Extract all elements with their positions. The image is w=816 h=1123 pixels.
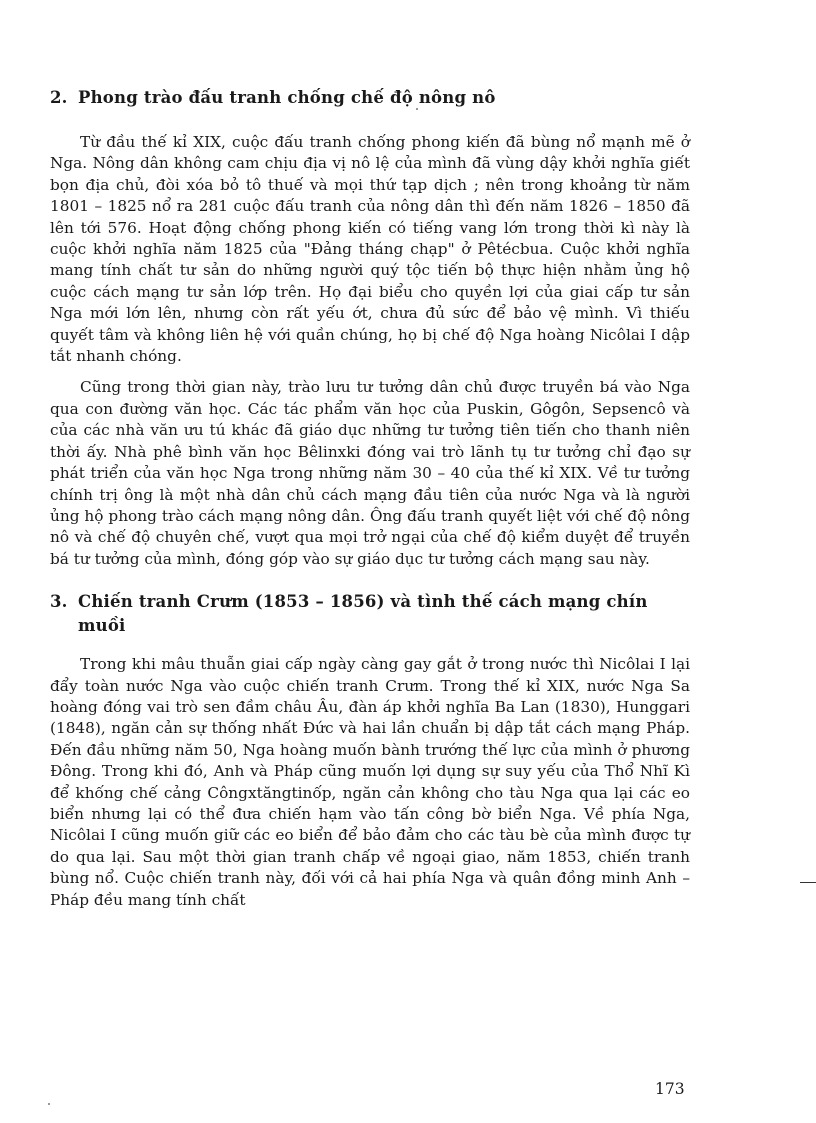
paragraph: Từ đầu thế kỉ XIX, cuộc đấu tranh chống phong kiến đã bùng nổ mạnh mẽ ở Nga. Nông dân không cam chịu địa vị nô lệ của mình đã vùng dậy khởi nghĩa giết bọn địa chủ, đòi xóa bỏ tô thuế và mọi thứ tạp dịch ; nên trong khoảng từ năm 1801 – 1825 nổ ra 281 cuộc đấu tranh của nông dân thì đến năm 1826 – 1850 đã lên tới 576. Hoạt động chống phong kiến có tiếng vang lớn trong thời kì này là cuộc khởi nghĩa năm 1825 của "Đảng tháng chạp" ở Pêtécbua. Cuộc khởi nghĩa mang tính chất tư sản do những người quý tộc tiến bộ thực hiện nhằm ủng hộ cuộc cách mạng tư sản lớp trên. Họ đại biểu cho quyền lợi của giai cấp tư sản Nga mới lớn lên, nhưng còn rất yếu ớt, chưa đủ sức để bảo vệ mình. Vì thiếu quyết tâm và không liên hệ với quần chúng, họ bị chế độ Nga hoàng Nicôlai I dập tắt nhanh chóng. [50,133,690,366]
scan-speck [416,108,418,110]
section-2-title: Phong trào đấu tranh chống chế độ nông nô [78,88,496,107]
section-2-heading [50,86,690,110]
section-2-number: 2. [50,88,68,107]
section-2 [50,86,690,570]
scan-speck [48,1103,50,1105]
paragraph: Cũng trong thời gian này, trào lưu tư tưởng dân chủ được truyền bá vào Nga qua con đường văn học. Các tác phẩm văn học của Puskin, Gôgôn, Sepsencô và của các nhà văn ưu tú khác đã giáo dục những tư tưởng tiên tiến cho thanh niên thời ấy. Nhà phê bình văn học Bêlinxki đóng vai trò lãnh tụ tư tưởng chỉ đạo sự phát triển của văn học Nga trong những năm 30 – 40 của thế kỉ XIX. Về tư tưởng chính trị ông là một nhà dân chủ cách mạng đầu tiên của nước Nga và là người ủng hộ phong trào cách mạng nông dân. Ông đấu tranh quyết liệt với chế độ nông nô và chế độ chuyên chế, vượt qua mọi trở ngại của chế độ kiểm duyệt để truyền bá tư tưởng của mình, đóng góp vào sự giáo dục tư tưởng cách mạng sau này. [50,378,690,568]
section-3 [50,590,690,911]
section-3-title: Chiến tranh Crưm (1853 – 1856) và tình thế cách mạng chín muồi [78,592,648,636]
section-3-heading [50,590,690,638]
margin-mark [800,882,816,883]
section-3-number: 3. [50,592,68,612]
paragraph: Trong khi mâu thuẫn giai cấp ngày càng gay gắt ở trong nước thì Nicôlai I lại đẩy toàn nước Nga vào cuộc chiến tranh Crưm. Trong thế kỉ XIX, nước Nga Sa hoàng đóng vai trò sen đầm châu Âu, đàn áp khởi nghĩa Ba Lan (1830), Hunggari (1848), ngăn cản sự thống nhất Đức và hai lần chuẩn bị dập tắt cách mạng Pháp. Đến đầu những năm 50, Nga hoàng muốn bành trướng thế lực của mình ở phương Đông. Trong khi đó, Anh và Pháp cũng muốn lợi dụng sự suy yếu của Thổ Nhĩ Kì để khống chế cảng Côngxtăngtinốp, ngăn cản không cho tàu Nga qua lại các eo biển nhưng lại có thể đưa chiến hạm vào tấn công bờ biển Nga. Về phía Nga, Nicôlai I cũng muốn giữ các eo biển để bảo đảm cho các tàu bè của mình được tự do qua lại. Sau một thời gian tranh chấp về ngoại giao, năm 1853, chiến tranh bùng nổ. Cuộc chiến tranh này, đối với cả hai phía Nga và quân đồng minh Anh – Pháp đều mang tính chất [50,655,690,909]
page-number: 173 [655,1080,685,1098]
page-content [50,80,690,911]
